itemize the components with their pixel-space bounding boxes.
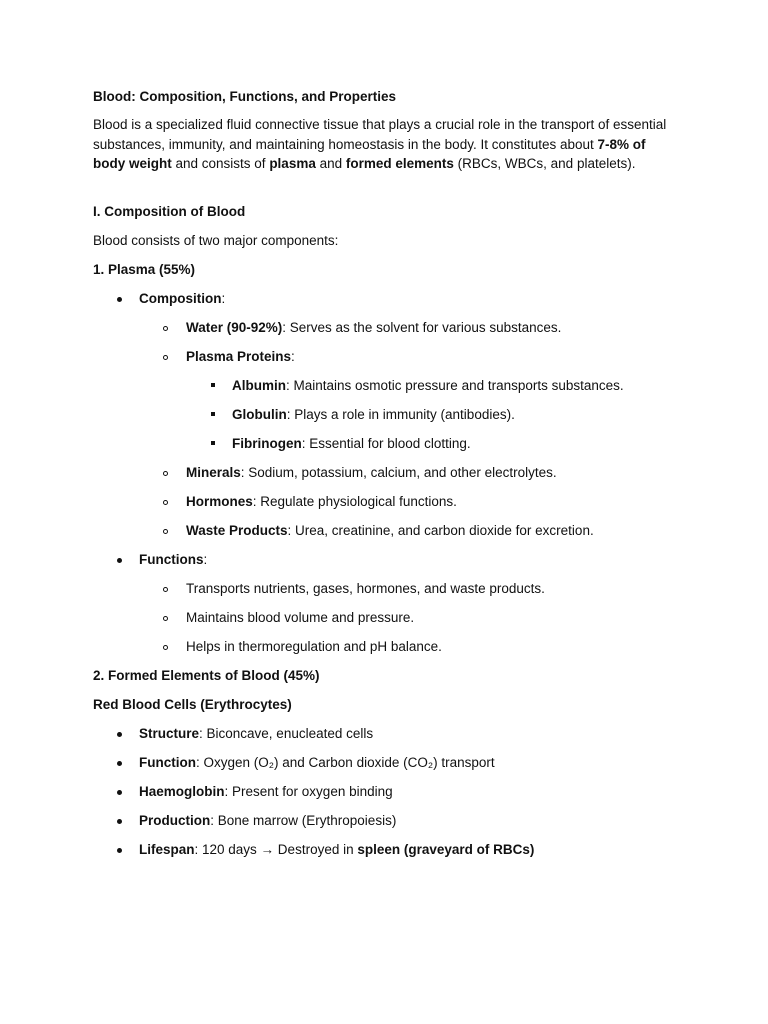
square-bullet-icon (211, 383, 215, 387)
list-item-fibrinogen: Fibrinogen: Essential for blood clotting. (232, 436, 471, 451)
composition-lead-text: Blood consists of two major components: (93, 233, 339, 248)
disc-bullet-icon (117, 558, 122, 563)
disc-bullet-icon (117, 732, 122, 737)
circle-bullet-icon (163, 355, 168, 360)
intro-paragraph: Blood is a specialized fluid connective tissue that plays a crucial role in the transport of essential substances, immunity, and maintaining homeostasis in the body. It constitutes about 7-8% of body weight and consists of plasma and formed elements (RBCs, WBCs, and platelets). (93, 117, 667, 171)
list-item-minerals: Minerals: Sodium, potassium, calcium, and other electrolytes. (186, 465, 557, 480)
circle-bullet-icon (163, 616, 168, 621)
circle-bullet-icon (163, 471, 168, 476)
rbc-heading: Red Blood Cells (Erythrocytes) (93, 697, 292, 712)
document-title: Blood: Composition, Functions, and Properties (93, 89, 396, 104)
circle-bullet-icon (163, 645, 168, 650)
disc-bullet-icon (117, 761, 122, 766)
square-bullet-icon (211, 412, 215, 416)
list-item-lifespan: Lifespan: 120 days → Destroyed in spleen (graveyard of RBCs) (139, 842, 535, 857)
square-bullet-icon (211, 441, 215, 445)
list-item-hormones: Hormones: Regulate physiological functions. (186, 494, 457, 509)
circle-bullet-icon (163, 529, 168, 534)
disc-bullet-icon (117, 848, 122, 853)
list-item-globulin: Globulin: Plays a role in immunity (antibodies). (232, 407, 515, 422)
list-item-plasma-proteins: Plasma Proteins: (186, 349, 295, 364)
list-item-albumin: Albumin: Maintains osmotic pressure and transports substances. (232, 378, 624, 393)
section-heading-composition: I. Composition of Blood (93, 204, 246, 219)
list-item-composition: Composition: (139, 291, 226, 306)
disc-bullet-icon (117, 297, 122, 302)
circle-bullet-icon (163, 326, 168, 331)
circle-bullet-icon (163, 500, 168, 505)
formed-elements-heading: 2. Formed Elements of Blood (45%) (93, 668, 320, 683)
list-item-haemoglobin: Haemoglobin: Present for oxygen binding (139, 784, 393, 799)
list-item-waste-products: Waste Products: Urea, creatinine, and carbon dioxide for excretion. (186, 523, 594, 538)
list-item-structure: Structure: Biconcave, enucleated cells (139, 726, 374, 741)
list-item-functions: Functions: (139, 552, 208, 567)
list-item-function-thermo: Helps in thermoregulation and pH balance. (186, 639, 442, 654)
disc-bullet-icon (117, 819, 122, 824)
list-item-water: Water (90-92%): Serves as the solvent for various substances. (186, 320, 562, 335)
list-item-production: Production: Bone marrow (Erythropoiesis) (139, 813, 397, 828)
list-item-function-transport: Transports nutrients, gases, hormones, and waste products. (186, 581, 545, 596)
list-item-function-volume: Maintains blood volume and pressure. (186, 610, 415, 625)
list-item-function: Function: Oxygen (O₂) and Carbon dioxide (CO₂) transport (139, 755, 495, 770)
plasma-heading: 1. Plasma (55%) (93, 262, 196, 277)
disc-bullet-icon (117, 790, 122, 795)
circle-bullet-icon (163, 587, 168, 592)
